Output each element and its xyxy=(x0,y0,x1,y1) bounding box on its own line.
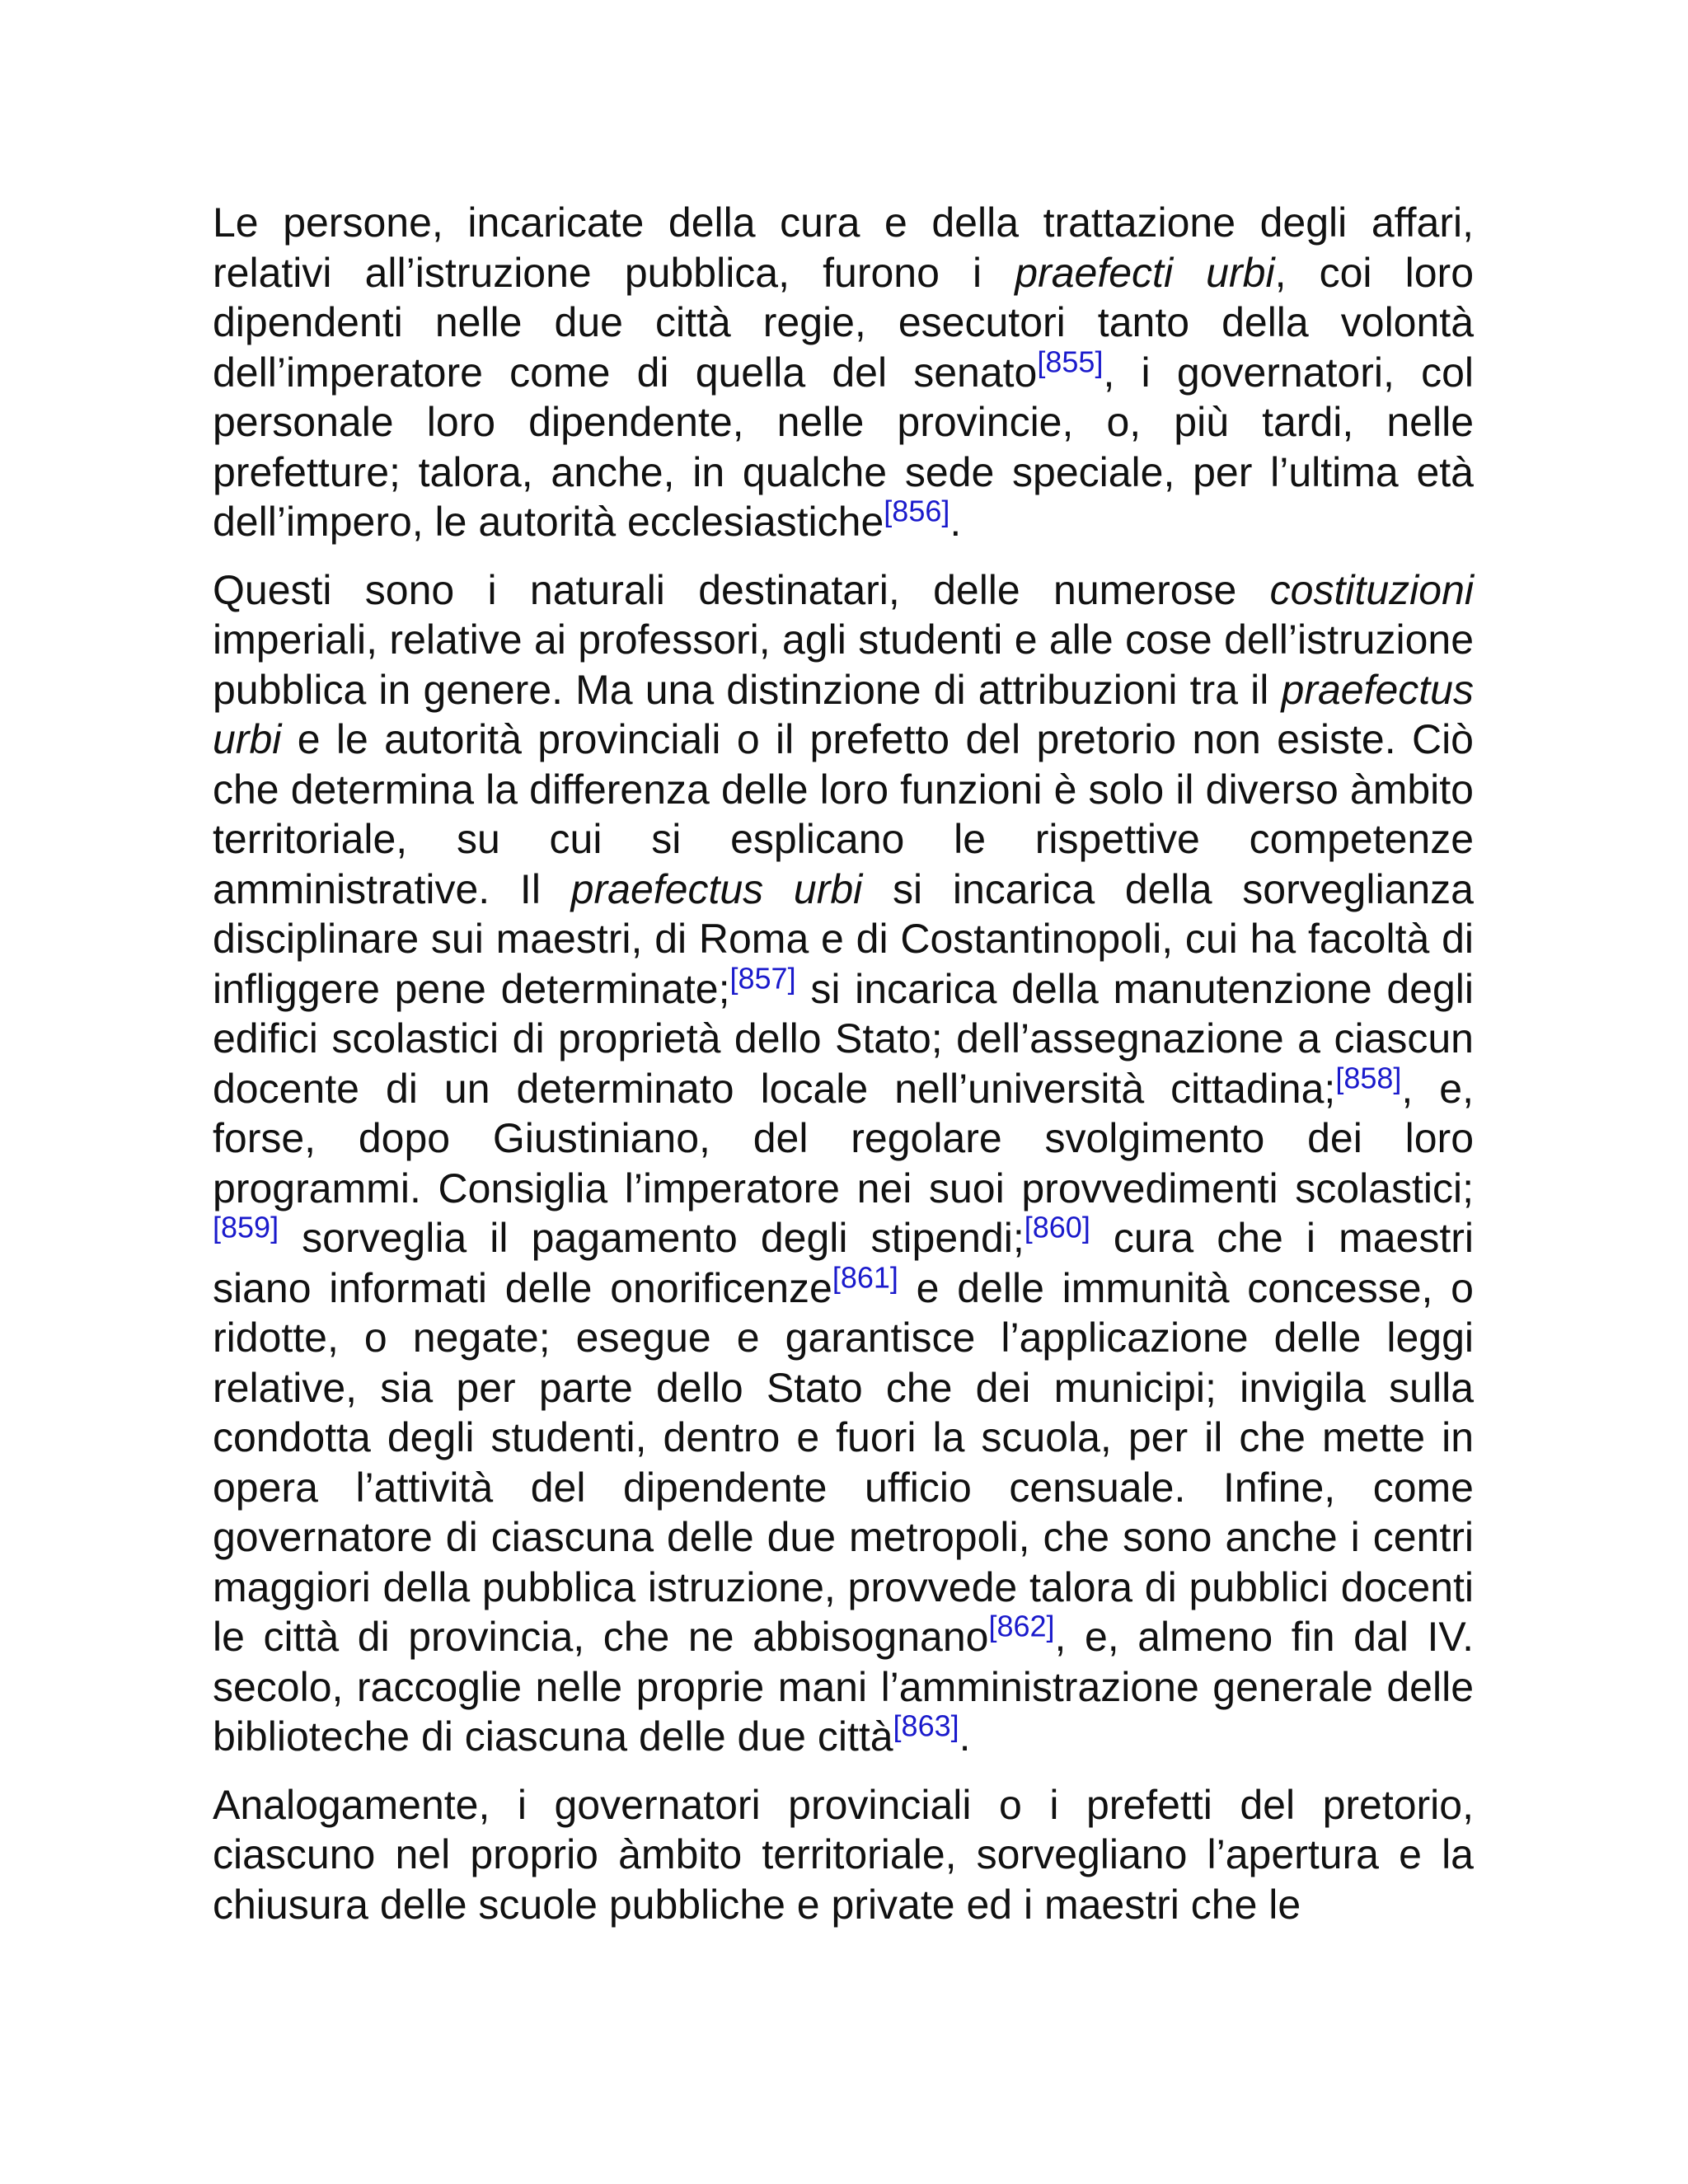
footnote-link[interactable]: [856] xyxy=(884,494,950,528)
text-run: e delle immunità concesse, o ridotte, o negate; esegue e garantisce l’applicazione delle leggi relative, sia per parte dello Stato che dei municipi; invigila sulla condotta degli studenti, dentro e fuori la scuola, per il che mette in opera l’attività del dipendente ufficio censuale. Infine, come governatore di ciascuna delle due metropoli, che sono anche i centri maggiori della pubblica istruzione, provvede talora di pubblici docenti le città di provincia, che ne abbisognano xyxy=(213,1264,1474,1660)
text-run: Questi sono i naturali destinatari, delle numerose xyxy=(213,566,1270,613)
text-run: e le autorità provinciali o il prefetto del pretorio non esiste. Ciò che determina la differenza delle loro funzioni è solo il diverso àmbito territoriale, su cui si esplicano le rispettive competenze amministrative. Il xyxy=(213,716,1474,912)
text-run: sorveglia il pagamento degli stipendi; xyxy=(279,1215,1025,1261)
footnote-link[interactable]: [862] xyxy=(988,1609,1055,1643)
text-run: si incarica della manutenzione degli edifici scolastici di proprietà dello Stato; dell’assegnazione a ciascun docente di un determinato locale nell’università cittadina; xyxy=(213,965,1474,1112)
text-run: cura che i maestri siano informati delle onorificenze xyxy=(213,1215,1474,1311)
text-run: Analogamente, i governatori provinciali o i prefetti del pretorio, ciascuno nel proprio àmbito territoriale, sorvegliano l’apertura e la chiusura delle scuole pubbliche e private ed i maestri che le xyxy=(213,1781,1474,1928)
footnote-link[interactable]: [858] xyxy=(1335,1060,1402,1094)
footnote-link[interactable]: [859] xyxy=(213,1210,279,1244)
text-run: Le persone, incaricate della cura e della trattazione degli affari, relativi all’istruzione pubblica, furono i xyxy=(213,199,1474,296)
text-run: si incarica della sorveglianza disciplinare sui maestri, di Roma e di Costantinopoli, cui ha facoltà di infliggere pene determinate; xyxy=(213,865,1474,1012)
italic-text: praefectus urbi xyxy=(570,865,863,912)
paragraph-3 xyxy=(213,1780,1474,1930)
text-run: , i governatori, col personale loro dipendente, nelle provincie, o, più tardi, nelle prefetture; talora, anche, in qualche sede speciale, per l’ultima età dell’impero, le autorità ecclesiastiche xyxy=(213,349,1474,545)
footnote-link[interactable]: [863] xyxy=(893,1708,959,1743)
document-page xyxy=(213,198,1474,1947)
footnote-link[interactable]: [860] xyxy=(1024,1210,1090,1244)
paragraph-1 xyxy=(213,198,1474,547)
footnote-link[interactable]: [857] xyxy=(729,960,796,995)
footnote-link[interactable]: [861] xyxy=(832,1259,898,1294)
text-run: . xyxy=(950,499,962,545)
paragraph-2 xyxy=(213,565,1474,1762)
footnote-link[interactable]: [855] xyxy=(1037,344,1104,378)
italic-text: praefectus urbi xyxy=(213,666,1474,762)
italic-text: costituzioni xyxy=(1269,566,1474,613)
text-run: , e, almeno fin dal IV. secolo, raccoglie nelle proprie mani l’amministrazione generale delle biblioteche di ciascuna delle due città xyxy=(213,1614,1474,1760)
text-run: . xyxy=(959,1713,971,1760)
text-run: imperiali, relative ai professori, agli studenti e alle cose dell’istruzione pubblica in genere. Ma una distinzione di attribuzioni tra il xyxy=(213,616,1474,713)
text-run: , e, forse, dopo Giustiniano, del regolare svolgimento dei loro programmi. Consiglia l’imperatore nei suoi provvedimenti scolastici; xyxy=(213,1065,1475,1212)
italic-text: praefecti urbi xyxy=(1015,249,1275,296)
text-run: , coi loro dipendenti nelle due città regie, esecutori tanto della volontà dell’imperatore come di quella del senato xyxy=(213,249,1474,396)
